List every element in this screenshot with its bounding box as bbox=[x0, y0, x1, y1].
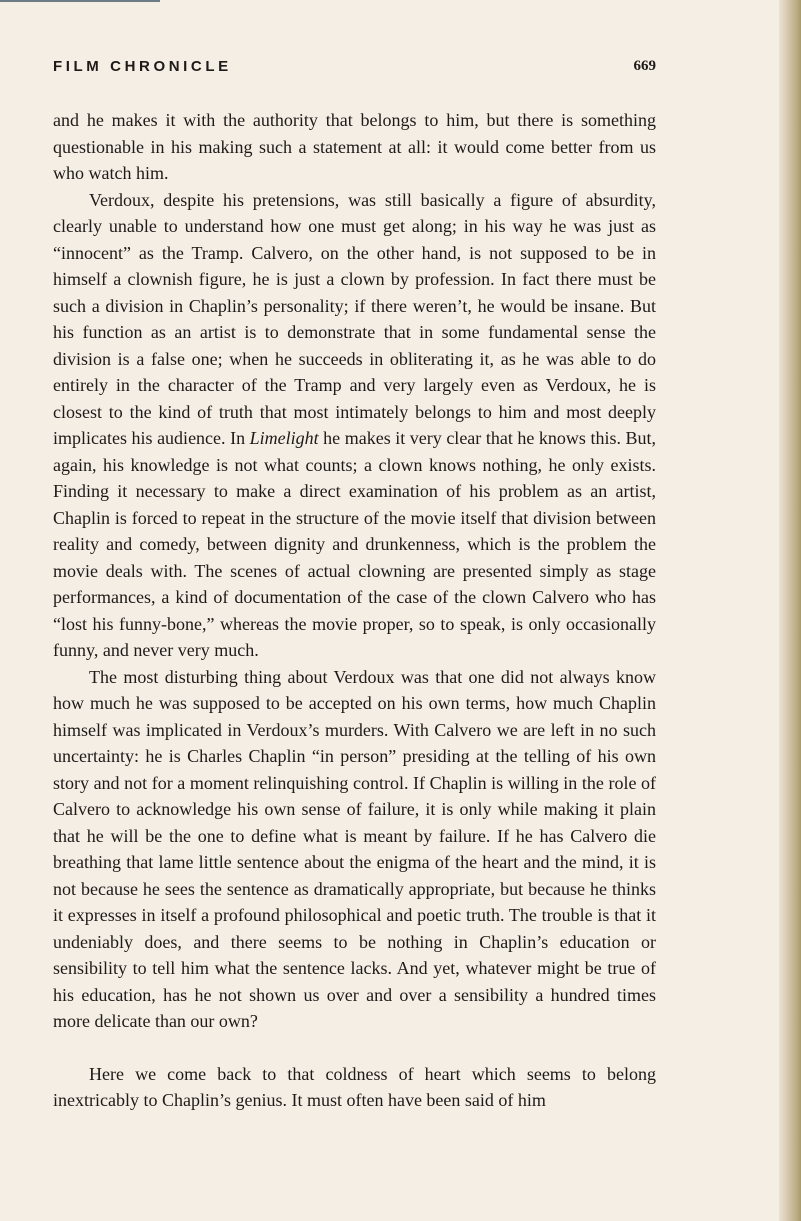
page-number: 669 bbox=[633, 58, 656, 74]
top-edge-rule bbox=[0, 0, 160, 2]
body-text bbox=[53, 107, 656, 1114]
paragraph-text: Verdoux, despite his pretensions, was still basically a figure of absurdity, clearly unable to understand how one must get along; in his way he was just as “innocent” as the Tramp. Calvero, on the other hand, is not supposed to be in himself a clownish figure, he is just a clown by profession. In fact there must be such a division in Chaplin’s personality; if there weren’t, he would be insane. But his function as an artist is to demonstrate that in some fundamental sense the division is a false one; when he succeeds in obliterating it, as he was able to do entirely in the character of the Tramp and very largely even as Verdoux, he is closest to the kind of truth that most intimately belongs to him and most deeply implicates his audience. In bbox=[53, 189, 656, 448]
paragraph-continued: and he makes it with the authority that belongs to him, but there is something questionable in his making such a statement at all: it would come better from us who watch him. bbox=[53, 110, 656, 183]
paragraph-verdoux-calvero bbox=[53, 187, 656, 664]
paragraph-disturbing-thing: The most disturbing thing about Verdoux was that one did not always know how much he was supposed to be accepted on his own terms, how much Chaplin himself was implicated in Verdoux’s murders. With Calvero we are left in no such uncertainty: he is Charles Chaplin “in person” presiding at the telling of his own story and not for a moment relinquishing control. If Chaplin is willing in the role of Calvero to acknowledge his own sense of failure, it is only while making it plain that he will be the one to define what is meant by failure. If he has Calvero die breathing that lame little sentence about the enigma of the heart and the mind, it is not because he sees the sentence as dramatically appropriate, but because he thinks it expresses in itself a profound philosophical and poetic truth. The trouble is that it undeniably does, and there seems to be nothing in Chaplin’s education or sensibility to tell him what the sentence lacks. And yet, whatever might be true of his education, has he not shown us over and over a sensibility a hundred times more delicate than our own? bbox=[53, 666, 656, 1031]
paragraph-coldness-of-heart: Here we come back to that coldness of heart which seems to belong inextricably to Chaplin’s genius. It must often have been said of him bbox=[53, 1063, 656, 1110]
film-title-limelight: Limelight bbox=[249, 428, 319, 448]
paragraph-text: he makes it very clear that he knows this. But, again, his knowledge is not what counts; a clown knows nothing, he only exists. Finding it necessary to make a direct examination of his problem as an artist, Chaplin is forced to repeat in the structure of the movie itself that division between reality and comedy, between dignity and drunkenness, which is the problem the movie deals with. The scenes of actual clowning are presented simply as stage performances, a kind of documentation of the case of the clown Calvero who has “lost his funny-bone,” whereas the movie proper, so to speak, is only occasionally funny, and never very much. bbox=[53, 428, 657, 660]
running-head: FILM CHRONICLE bbox=[53, 58, 232, 75]
page-header bbox=[53, 58, 656, 82]
book-spine-edge bbox=[779, 0, 801, 1221]
